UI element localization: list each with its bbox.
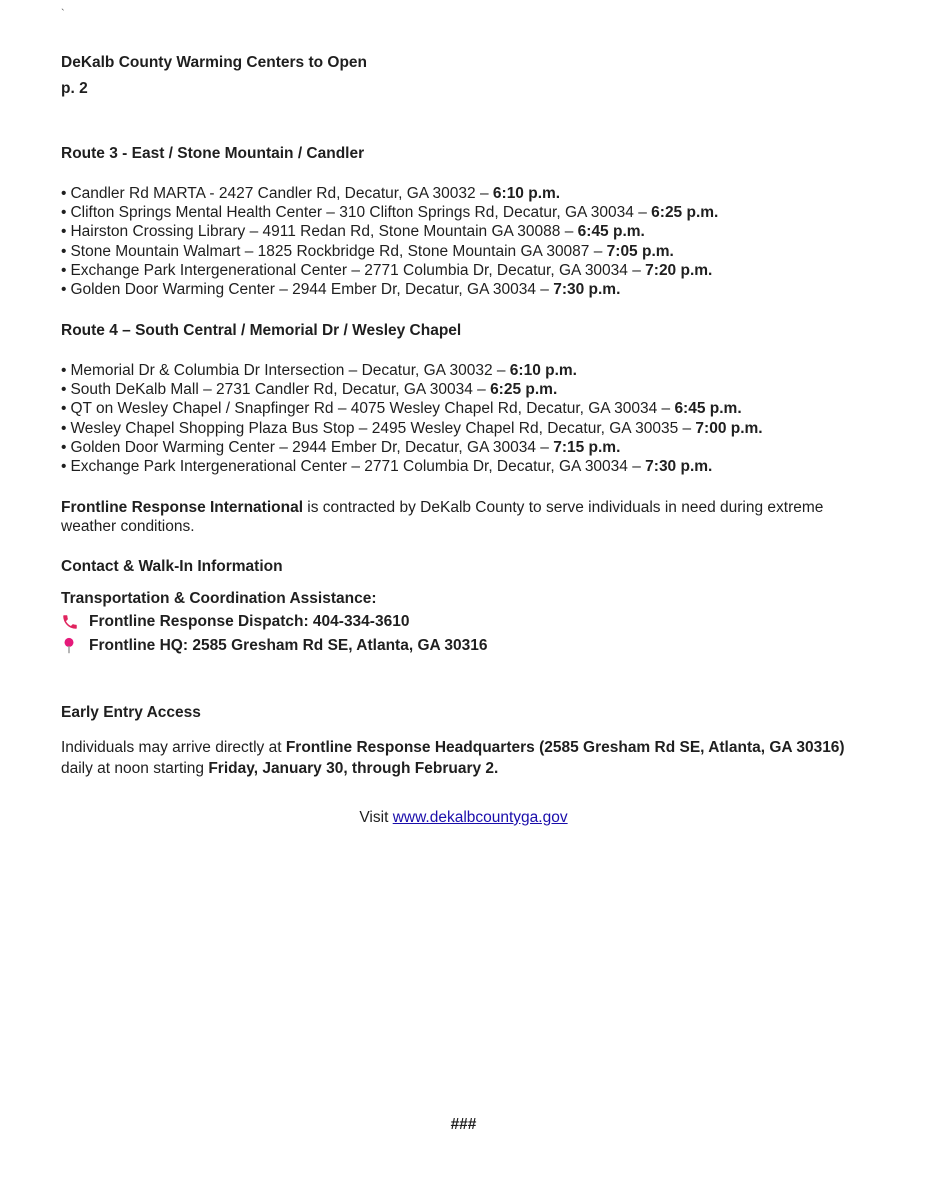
stop-time: 6:25 p.m. [490,381,558,399]
stop-text: Candler Rd MARTA - 2427 Candler Rd, Decatur, GA 30032 – [70,185,493,202]
early-entry-location: Frontline Response Headquarters (2585 Gresham Rd SE, Atlanta, GA 30316) [285,739,845,756]
county-website-link[interactable]: www.dekalbcountyga.gov [392,809,568,826]
route4-stop-list [61,361,763,476]
stop-time: 6:10 p.m. [492,185,561,202]
end-mark: ### [450,1116,477,1133]
stop-time: 6:25 p.m. [651,204,719,222]
route4-heading: Route 4 – South Central / Memorial Dr / Wesley Chapel [61,322,462,339]
early-entry-paragraph [61,737,861,779]
stop-text: Stone Mountain Walmart – 1825 Rockbridge Rd, Stone Mountain GA 30087 – [70,242,607,260]
early-entry-dates: Friday, January 30, through February 2. [208,760,499,777]
stop-text: Wesley Chapel Shopping Plaza Bus Stop – 2495 Wesley Chapel Rd, Decatur, GA 30035 – [70,419,696,437]
list-item: • Golden Door Warming Center – 2944 Ember Dr, Decatur, GA 30034 – 7:30 p.m. [61,280,621,298]
stop-time: 7:00 p.m. [695,419,763,437]
list-item: • Golden Door Warming Center – 2944 Ember Dr, Decatur, GA 30034 – 7:15 p.m. [61,438,621,456]
dispatch-line [61,613,409,631]
stop-time: 7:20 p.m. [645,261,713,279]
stop-text: Memorial Dr & Columbia Dr Intersection – Decatur, GA 30032 – [70,362,510,379]
list-item: • Wesley Chapel Shopping Plaza Bus Stop – 2495 Wesley Chapel Rd, Decatur, GA 30035 – 7:00 p.m. [61,419,763,437]
stop-time: 7:15 p.m. [553,438,621,456]
contact-subheading: Transportation & Coordination Assistance: [61,590,377,607]
stop-text: Clifton Springs Mental Health Center – 310 Clifton Springs Rd, Decatur, GA 30034 – [70,204,652,222]
route3-stop-list [61,184,718,299]
frontline-org-name: Frontline Response International [61,499,303,516]
visit-line [0,809,927,827]
page-number: p. 2 [61,80,88,97]
list-item: • Memorial Dr & Columbia Dr Intersection – Decatur, GA 30032 – 6:10 p.m. [61,362,577,379]
stop-text: Hairston Crossing Library – 4911 Redan Rd, Stone Mountain GA 30088 – [70,223,578,241]
dispatch-phone-text: Frontline Response Dispatch: 404-334-3610 [89,613,410,630]
document-title: DeKalb County Warming Centers to Open [61,54,368,71]
stop-time: 7:30 p.m. [645,457,713,475]
stop-text: South DeKalb Mall – 2731 Candler Rd, Decatur, GA 30034 – [70,381,491,399]
early-entry-heading: Early Entry Access [61,704,201,721]
list-item: • Stone Mountain Walmart – 1825 Rockbridge Rd, Stone Mountain GA 30087 – 7:05 p.m. [61,242,674,260]
stray-tick-mark: ` [61,8,65,20]
phone-icon [61,613,83,631]
list-item: • Clifton Springs Mental Health Center – 310 Clifton Springs Rd, Decatur, GA 30034 – 6:25 p.m. [61,204,719,222]
frontline-paragraph [61,498,861,536]
stop-time: 7:30 p.m. [553,280,621,298]
stop-text: Golden Door Warming Center – 2944 Ember Dr, Decatur, GA 30034 – [70,280,554,298]
frontline-description: is contracted by DeKalb County to serve individuals in need during extreme weather conditions. [61,499,824,535]
hq-address-text: Frontline HQ: 2585 Gresham Rd SE, Atlanta, GA 30316 [89,637,488,654]
list-item: • QT on Wesley Chapel / Snapfinger Rd – 4075 Wesley Chapel Rd, Decatur, GA 30034 – 6:45 p.m. [61,400,742,418]
list-item: • Candler Rd MARTA - 2427 Candler Rd, Decatur, GA 30032 – 6:10 p.m. [61,185,561,202]
map-pin-icon [61,637,83,655]
stop-time: 7:05 p.m. [606,242,674,260]
stop-time: 6:45 p.m. [674,400,742,418]
list-item: • Hairston Crossing Library – 4911 Redan Rd, Stone Mountain GA 30088 – 6:45 p.m. [61,223,645,241]
route3-heading: Route 3 - East / Stone Mountain / Candler [61,145,365,162]
stop-time: 6:10 p.m. [509,362,577,379]
stop-text: Exchange Park Intergenerational Center – 2771 Columbia Dr, Decatur, GA 30034 – [70,261,646,279]
contact-heading: Contact & Walk-In Information [61,558,283,575]
list-item: • Exchange Park Intergenerational Center – 2771 Columbia Dr, Decatur, GA 30034 – 7:20 p.m. [61,261,713,279]
early-entry-text-1: Individuals may arrive directly at [61,739,286,756]
visit-label: Visit [359,809,393,826]
stop-text: Golden Door Warming Center – 2944 Ember Dr, Decatur, GA 30034 – [70,438,554,456]
list-item: • South DeKalb Mall – 2731 Candler Rd, Decatur, GA 30034 – 6:25 p.m. [61,381,558,399]
list-item: • Exchange Park Intergenerational Center – 2771 Columbia Dr, Decatur, GA 30034 – 7:30 p.m. [61,457,713,475]
stop-text: QT on Wesley Chapel / Snapfinger Rd – 4075 Wesley Chapel Rd, Decatur, GA 30034 – [70,400,675,418]
stop-time: 6:45 p.m. [577,223,645,241]
early-entry-text-2: daily at noon starting [61,760,209,777]
stop-text: Exchange Park Intergenerational Center – 2771 Columbia Dr, Decatur, GA 30034 – [70,457,646,475]
hq-line [61,637,488,655]
